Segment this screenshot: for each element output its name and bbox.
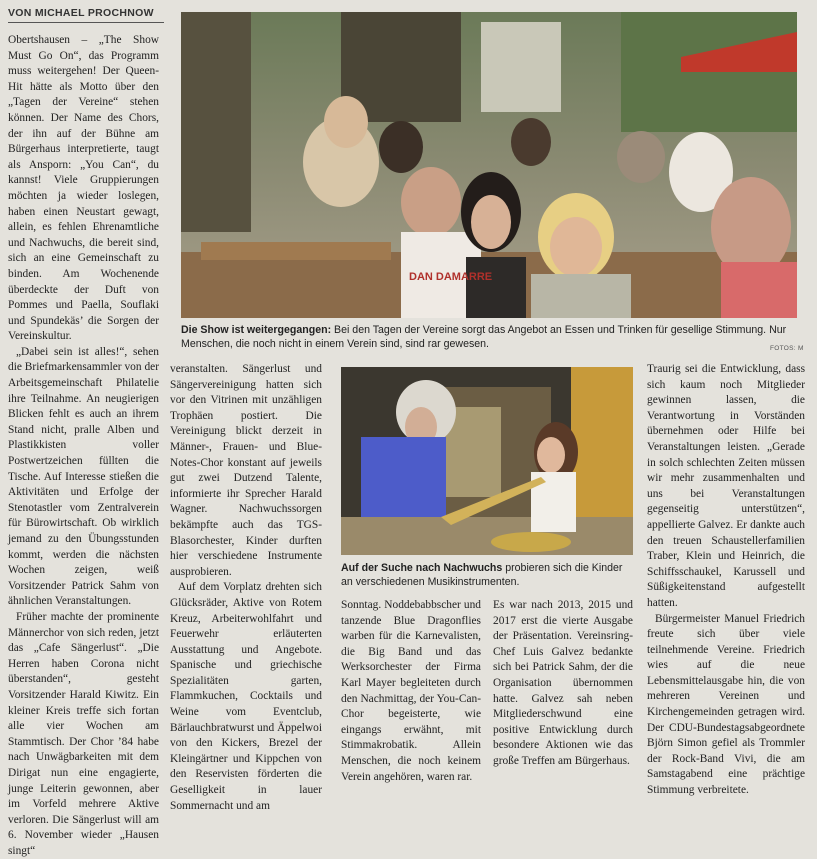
article-column-5 — [647, 362, 805, 799]
photo-caption-1 — [181, 323, 797, 351]
paragraph: Es war nach 2013, 2015 und 2017 erst die vierte Ausgabe der Präsentation. Vereinsring-Chef Luis Galvez bedankte sich bei Patrick Sahm, der die Organisation übernommen hatte. Galvez sah neben Mitgliederschwund eine positive Entwicklung durch besondere Aktionen wie das große Treffen am Bürgerhaus. — [493, 599, 633, 767]
caption-headline: Die Show ist weitergegangen: — [181, 324, 332, 336]
crowd-photo-illustration — [181, 12, 797, 318]
article-column-3 — [341, 598, 481, 785]
article-column-1 — [8, 33, 159, 859]
paragraph: veranstalten. Sängerlust und Sängervereinigung hatten sich vor den Vitrinen mit unzähligen Trophäen postiert. Die Vereinigung blickt derzeit in Männer-, Frauen- und Blue-Notes-Chor konstant auf jeweils gut zwei Dutzend Talente, informierte ihr Sprecher Harald Wagner. Nachwuchssorgen bekämpfte auch das TGS-Blasorchester, Kinder durften hier verschiedene Instrumente ausprobieren. — [170, 363, 322, 578]
caption-text: probieren sich die Kinder an verschiedenen Musikinstrumenten. — [341, 562, 623, 588]
paragraph: Obertshausen – „The Show Must Go On“, das Programm muss weitergehen! Der Queen-Hit hätte als Motto über den „Tagen der Vereine“ stehen können. Der Name des Chors, der ihn auf der Bühne am Bürgerhaus interpretierte, taugt als Ansporn: „You Can“, du kannst! Viele Gruppierungen möchten ja wieder loslegen, haben einen Neustart gewagt, allein, es fehlen Ehrenamtliche und Nachwuchs, die bereit sind, sich an eine Gemeinschaft zu binden. Am Wochenende überdeckte der Duft von Pommes und Paella, Souflaki und Spundekäs’ die Sorgen der Vereinskultur. — [8, 34, 159, 343]
photo-caption-2 — [341, 561, 633, 589]
paragraph: „Dabei sein ist alles!“, sehen die Briefmarkensammler von der Arbeitsgemeinschaft Philatelie ihre Teilnahme. An neugierigen Blicken fehlt es auch an ihrem Stand nicht, pralle Alben und Plastikkisten voller Postwertzeichen füllten die Tische. Auf Interesse stießen die Aktivitäten und Erfolge der Stenotastler vom Zentralverein für Bürowirtschaft. Ob wirklich jemand zu den Übungsstunden kommt, werden die nächsten Wochen zeigen, weiß Vorsitzender Patrick Sahm von ähnlichen Veranstaltungen. — [8, 345, 159, 608]
paragraph: Auf dem Vorplatz drehten sich Glücksräder, Aktive von Rotem Kreuz, Arbeiterwohlfahrt und Feuerwehr erläuterten Ausstattung und Angebote. Spanische und griechische Spezialitäten garten, Flammkuchen, Cocktails und Weine vom Eventclub, Bärlauchbratwurst und Äppelwoi von den Kickers, Brezel der Kleingärtner und Kippchen von den Reservisten förderten die Geselligkeit in lauer Sommernacht und am — [170, 581, 322, 812]
article-column-2 — [170, 362, 322, 814]
paragraph: Früher machte der prominente Männerchor von sich reden, jetzt das „Cafe Sängerlust“. „Die Herren haben Corona nicht überstanden“, gesteht Vorsitzender Harald Kiwitz. Ein kleiner Kreis treffe sich fortan alle vier Wochen am Stammtisch. Der Chor ’84 habe nach Unwägbarkeiten mit dem Dirigat nun eine engagierte, junge Leiterin gewonnen, aber im Vorfeld mehrere Aktive verloren. Die Sängerlust will am 6. November wieder „Hausen singt“ — [8, 610, 159, 857]
instrument-photo-illustration — [341, 367, 633, 555]
shirt-lettering: DAN DAMARRE — [409, 271, 493, 283]
paragraph: Traurig sei die Entwicklung, dass sich kaum noch Mitglieder gewinnen lassen, die Verantwortung in Vorständen übernehmen oder Hilfe bei Veranstaltungen leisten. „Gerade in solch schlechten Zeiten müssen wir mehr zusammenhalten und uns bei Veranstaltungen gegenseitig unterstützen“, appellierte Galvez. Er dankte auch den treuen Schaustellerfamilien Traber, Klein und Heinrich, die Schiffsschaukel, Karussell und Süßigkeitenstand aufgestellt hatten. — [647, 363, 805, 609]
paragraph: Sonntag. Noddebabbscher und tanzende Blue Dragonflies warben für die Karnevalisten, die Big Band und das Werksorchester der Firma Karl Mayer begleiteten durch den Nachmittag, der You-Can-Chor begeisterte, wie eingangs erwähnt, mit Stimmakrobatik. Allein Menschen, die noch keinem Verein angehören, waren rar. — [341, 599, 481, 783]
paragraph: Bürgermeister Manuel Friedrich freute sich über viele teilnehmende Vereine. Friedrich wies auf die neue Lebensmittelausgabe hin, die von mehreren Vereinen und Kirchengemeinden getragen wird. Der CDU-Bundestagsabgeordnete Björn Simon gefiel als Trommler der Rock-Band Vivi, die am Samstagabend eine prächtige Stimmung verbreitete. — [647, 612, 805, 797]
caption-text: Bei den Tagen der Vereine sorgt das Angebot an Essen und Trinken für gesellige Stimmung. Nur Menschen, die noch nicht in einem Verein sind, sind rar gewesen. — [181, 324, 787, 350]
photo-credit: FOTOS: M — [770, 345, 804, 352]
article-column-4 — [493, 598, 633, 770]
festival-crowd-photo — [181, 12, 797, 318]
music-instruments-photo — [341, 367, 633, 555]
byline: VON MICHAEL PROCHNOW — [8, 7, 164, 23]
caption-headline: Auf der Suche nach Nachwuchs — [341, 562, 503, 574]
